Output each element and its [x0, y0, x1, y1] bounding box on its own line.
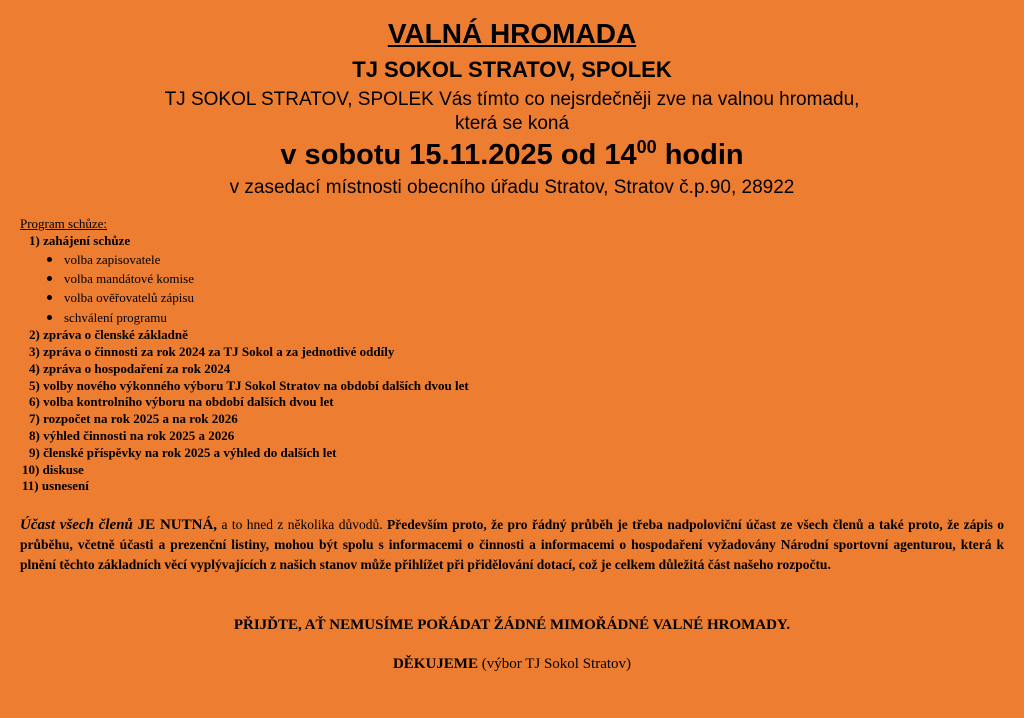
program-item: 8) výhled činnosti na rok 2025 a 2026	[29, 428, 235, 443]
program-section	[20, 216, 620, 495]
meeting-place: v zasedací místnosti obecního úřadu Stratov, Stratov č.p.90, 28922	[229, 177, 795, 198]
program-subitem: volba zapisovatele	[20, 250, 620, 269]
program-item: 11) usnesení	[22, 478, 89, 494]
lead-emphasis: JE NUTNÁ,	[137, 517, 218, 533]
signature: (výbor TJ Sokol Stratov)	[477, 656, 632, 672]
date-tail: hodin	[656, 139, 744, 171]
program-item: 6) volba kontrolního výboru na období dalších dvou let	[29, 394, 334, 410]
program-item: 5) volby nového výkonného výboru TJ Sokol Stratov na období dalších dvou let	[29, 377, 469, 393]
program-subitem: schválení programu	[20, 308, 620, 327]
program-item: 7) rozpočet na rok 2025 a na rok 2026	[29, 411, 238, 427]
program-subitem: volba mandátové komise	[20, 269, 620, 288]
program-subitem: volba ověřovatelů zápisu	[20, 288, 620, 307]
date-minutes: 00	[636, 137, 657, 157]
attendance-paragraph	[20, 515, 1004, 576]
meeting-date	[0, 139, 1024, 172]
program-heading: Program schůze:	[20, 216, 108, 231]
thanks-line	[0, 656, 1024, 673]
lead-text: Účast všech členů	[20, 517, 138, 533]
invitation-line-2: která se koná	[454, 113, 570, 134]
program-item-1: 1) zahájení schůze	[29, 232, 131, 248]
program-item: 4) zpráva o hospodaření za rok 2024	[29, 360, 231, 376]
invitation-text	[0, 88, 1024, 136]
invitation-line-1: TJ SOKOL STRATOV, SPOLEK Vás tímto co nejsrdečněji zve na valnou hromadu,	[164, 89, 860, 110]
call-to-action: PŘIJĎTE, AŤ NEMUSÍME POŘÁDAT ŽÁDNÉ MIMOŘÁDNÉ VALNÉ HROMADY.	[233, 617, 791, 633]
paragraph-body: Především proto, že pro řádný průběh je třeba nadpoloviční účast ze všech členů a také proto, že zápis o průběhu, včetně účasti a prezenční listiny, mohou být spolu s informacemi o činnosti a informacemi o hospodaření vyžadovány Národní sportovní agenturou, která k plnění těchto základních věcí vyplývajících z našich stanov může přihlížet při přidělování dotací, což je celkem důležitá část našeho rozpočtu.	[20, 517, 1004, 573]
thanks-word: DĚKUJEME	[392, 656, 478, 672]
program-item: 3) zpráva o činnosti za rok 2024 za TJ Sokol a za jednotlivé oddíly	[29, 344, 395, 360]
program-item: 9) členské příspěvky na rok 2025 a výhled do dalších let	[29, 444, 337, 460]
paragraph-normal: a to hned z několika důvodů.	[217, 517, 383, 532]
program-item: 2) zpráva o členské základně	[29, 327, 188, 343]
date-main: v sobotu 15.11.2025 od 14	[280, 139, 637, 171]
organization-name: TJ SOKOL STRATOV, SPOLEK	[352, 57, 672, 82]
program-item: 10) diskuse	[22, 461, 84, 477]
paragraph-lead	[20, 517, 217, 533]
page-title: VALNÁ HROMADA	[387, 18, 637, 49]
